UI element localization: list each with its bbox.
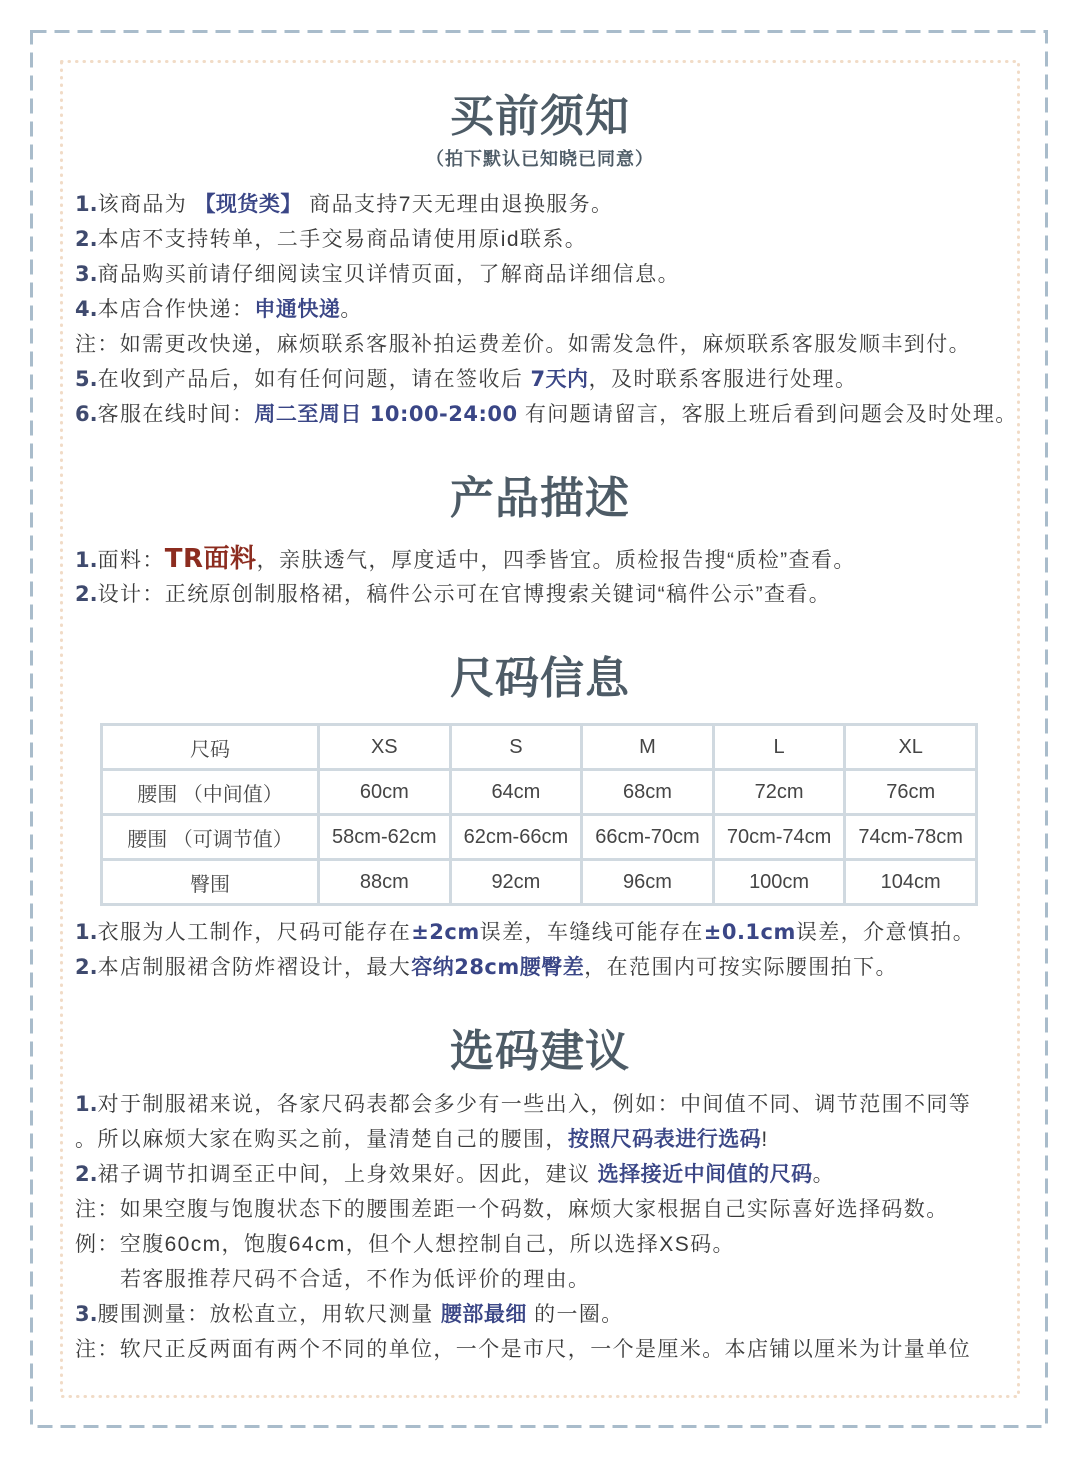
notice-item: [0, 257, 1080, 292]
item-text: 本店制服裙含防炸褶设计，最大: [97, 956, 412, 979]
table-row-label: 臀围: [190, 873, 230, 896]
table-cell: 68cm: [580, 771, 712, 813]
table-cell: 92cm: [449, 861, 581, 903]
section-subtitle: （拍下默认已知晓已同意）: [426, 149, 654, 170]
item-text: 腰围测量：放松直立，用软尺测量: [97, 1303, 441, 1326]
item-text: 误差，车缝线可能存在: [479, 921, 704, 944]
table-cell: 64cm: [449, 771, 581, 813]
example-text: 若客服推荐尺码不合适，不作为低评价的理由。: [120, 1268, 591, 1291]
table-cell: 104cm: [843, 861, 975, 903]
table-cell: 60cm: [317, 771, 449, 813]
product-list: [0, 542, 1080, 612]
item-text: 。: [812, 1163, 836, 1186]
item-text: 衣服为人工制作，尺码可能存在: [97, 921, 412, 944]
item-text: 在收到产品后，如有任何问题，请在签收后: [97, 368, 531, 391]
table-cell: 62cm-66cm: [449, 816, 581, 858]
advice-note: [0, 1192, 1080, 1227]
content: [0, 88, 1080, 1367]
item-highlight: ±0.1cm: [703, 920, 796, 944]
item-number: 3.: [75, 262, 98, 286]
table-cell: 96cm: [580, 861, 712, 903]
size-note: [0, 915, 1080, 950]
note-text: 注：如果空腹与饱腹状态下的腰围差距一个码数，麻烦大家根据自己实际喜好选择码数。: [75, 1198, 949, 1221]
item-text: ，亲肤透气，厚度适中，四季皆宜。质检报告搜“质检”查看。: [256, 549, 856, 572]
table-row-label: 腰围 （可调节值）: [127, 828, 293, 851]
item-text: 裙子调节扣调至正中间，上身效果好。因此，建议: [97, 1163, 598, 1186]
table-cell: 72cm: [712, 771, 844, 813]
item-number: 2.: [75, 1162, 98, 1186]
table-row: [103, 768, 975, 813]
notice-list: [0, 187, 1080, 432]
item-highlight: 选择接近中间值的尺码: [597, 1162, 813, 1186]
item-highlight: 按照尺码表进行选码: [567, 1127, 762, 1151]
example-text: 例：空腹60cm，饱腹64cm，但个人想控制自己，所以选择XS码。: [75, 1233, 735, 1256]
advice-list: [0, 1087, 1080, 1367]
item-text: 商品购买前请仔细阅读宝贝详情页面，了解商品详细信息。: [97, 263, 680, 286]
item-text: 商品支持7天无理由退换服务。: [301, 193, 614, 216]
table-row: [103, 813, 975, 858]
item-text: ，及时联系客服进行处理。: [588, 368, 858, 391]
item-text: 本店不支持转单，二手交易商品请使用原id联系。: [97, 228, 588, 251]
table-header-cell: L: [712, 726, 844, 768]
notice-item: [0, 362, 1080, 397]
table-cell: 70cm-74cm: [712, 816, 844, 858]
item-highlight: 申通快递: [254, 297, 341, 321]
item-highlight: 【现货类】: [194, 192, 302, 216]
product-item: [0, 542, 1080, 577]
section-title: 尺码信息: [450, 653, 630, 704]
item-highlight: 容纳28cm腰臀差: [411, 955, 585, 979]
table-header-cell: XL: [843, 726, 975, 768]
size-table: [100, 723, 978, 906]
table-cell: 74cm-78cm: [843, 816, 975, 858]
item-number: 2.: [75, 955, 98, 979]
item-text: 。所以麻烦大家在购买之前，量清楚自己的腰围，: [75, 1128, 568, 1151]
item-text: 有问题请留言，客服上班后看到问题会及时处理。: [517, 403, 1018, 426]
table-cell: 88cm: [317, 861, 449, 903]
table-header-cell: M: [580, 726, 712, 768]
item-highlight: 7天内: [530, 367, 589, 391]
section-title: 买前须知: [450, 91, 630, 142]
item-text: ，在范围内可按实际腰围拍下。: [584, 956, 898, 979]
table-header-row: [103, 726, 975, 768]
section-title: 选码建议: [450, 1026, 630, 1077]
item-number: 1.: [75, 920, 98, 944]
table-cell: 58cm-62cm: [317, 816, 449, 858]
item-number: 3.: [75, 1302, 98, 1326]
table-cell: 76cm: [843, 771, 975, 813]
product-item: [0, 577, 1080, 612]
table-header-cell: S: [449, 726, 581, 768]
item-highlight: 腰部最细: [440, 1302, 527, 1326]
product-description-section: [0, 470, 1080, 612]
item-text: 本店合作快递：: [97, 298, 255, 321]
notice-item: [0, 292, 1080, 327]
advice-item: [0, 1157, 1080, 1192]
fabric-highlight: TR面料: [164, 544, 257, 574]
item-text: 设计：正统原创制服格裙，稿件公示可在官博搜索关键词“稿件公示”查看。: [97, 583, 832, 606]
advice-note: [0, 1332, 1080, 1367]
size-notes: [0, 915, 1080, 985]
item-number: 2.: [75, 227, 98, 251]
section-title: 产品描述: [450, 473, 630, 524]
notice-item: [0, 222, 1080, 257]
advice-item: [0, 1297, 1080, 1332]
table-row-label: 腰围 （中间值）: [137, 783, 283, 806]
item-number: 1.: [75, 1092, 98, 1116]
table-row: [103, 858, 975, 903]
item-text: 。: [340, 298, 363, 321]
advice-example-continued: [0, 1262, 1080, 1297]
size-advice-section: [0, 1023, 1080, 1367]
purchase-notice-section: [0, 88, 1080, 432]
notice-item: [0, 397, 1080, 432]
item-number: 2.: [75, 582, 98, 606]
size-info-section: [0, 650, 1080, 985]
note-text: 注：如需更改快递，麻烦联系客服补拍运费差价。如需发急件，麻烦联系客服发顺丰到付。: [75, 333, 971, 356]
advice-item-continued: [0, 1122, 1080, 1157]
item-text: 误差，介意慎拍。: [795, 921, 976, 944]
item-number: 1.: [75, 548, 98, 572]
item-number: 5.: [75, 367, 98, 391]
item-highlight: ±2cm: [411, 920, 480, 944]
item-text: 对于制服裙来说，各家尺码表都会多少有一些出入，例如：中间值不同、调节范围不同等: [97, 1093, 972, 1116]
item-number: 4.: [75, 297, 98, 321]
item-number: 6.: [75, 402, 98, 426]
advice-example: [0, 1227, 1080, 1262]
table-header-cell: XS: [317, 726, 449, 768]
note-text: 注：软尺正反两面有两个不同的单位，一个是市尺，一个是厘米。本店铺以厘米为计量单位: [75, 1338, 971, 1361]
advice-item: [0, 1087, 1080, 1122]
notice-item: [0, 187, 1080, 222]
table-cell: 100cm: [712, 861, 844, 903]
table-cell: 66cm-70cm: [580, 816, 712, 858]
item-text: 的一圈。: [526, 1303, 624, 1326]
item-number: 1.: [75, 192, 98, 216]
notice-note: [0, 327, 1080, 362]
size-note: [0, 950, 1080, 985]
table-header-cell: 尺码: [190, 738, 230, 761]
item-text: 该商品为: [97, 193, 195, 216]
item-text: 客服在线时间：: [97, 403, 255, 426]
item-highlight: 周二至周日 10:00-24:00: [254, 402, 518, 426]
item-text: 面料：: [97, 549, 165, 572]
item-text: !: [761, 1128, 769, 1151]
